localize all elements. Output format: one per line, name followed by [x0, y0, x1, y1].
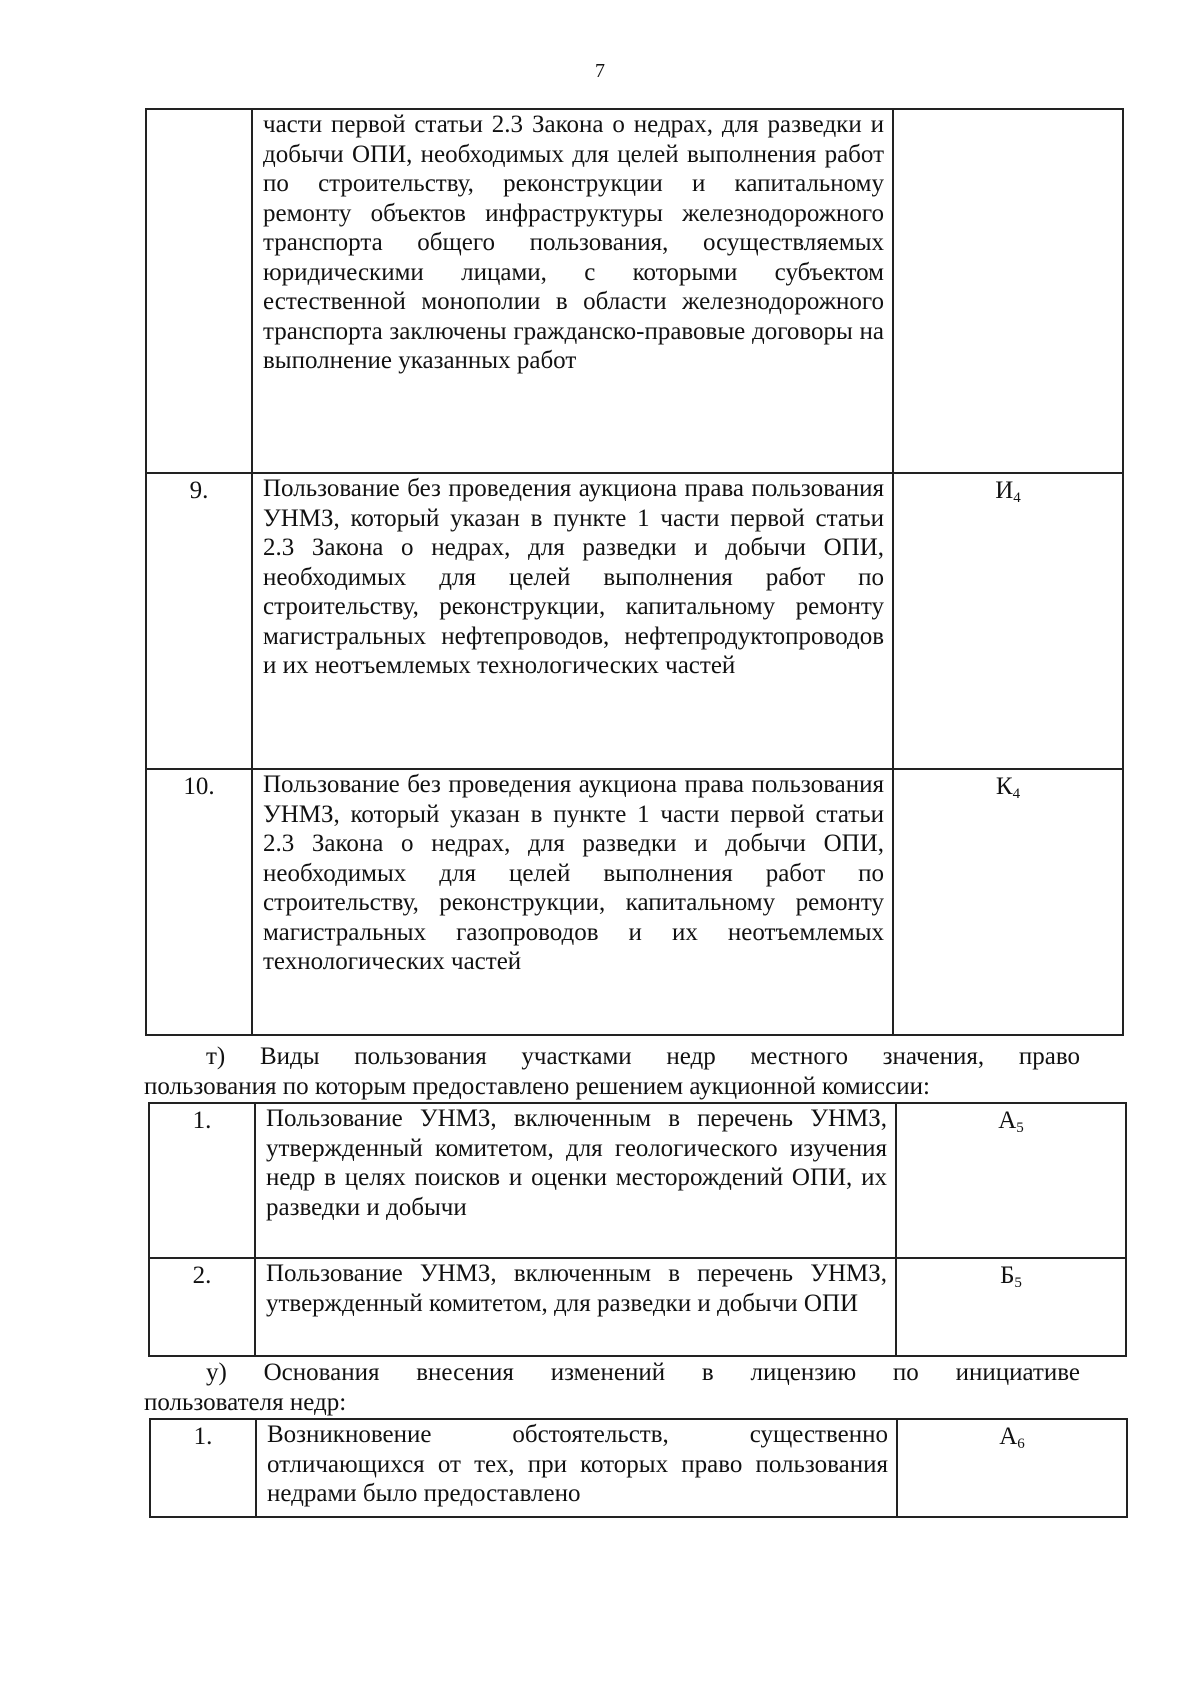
section-t-line-2: пользования по которым предоставлено решением аукционной комиссии: [144, 1073, 930, 1100]
row-number-cell: 1. [150, 1419, 256, 1517]
row-code-cell: $Б_5$ [896, 1258, 1126, 1356]
row-number-cell: 2. [149, 1258, 255, 1356]
row-code-cell: $И_4$ [893, 473, 1123, 769]
local-subsoil-use-types-table [148, 1102, 1127, 1357]
license-types-table-continued [145, 108, 1124, 1036]
row-description: Пользование УНМЗ, включенным в перечень УНМЗ, утвержденный комитетом, для разведки и добычи ОПИ [255, 1258, 896, 1356]
section-t-heading [144, 1042, 1080, 1102]
page-number: 7 [595, 60, 605, 82]
license-change-grounds-table [149, 1418, 1128, 1518]
row-code-cell: $К_4$ [893, 769, 1123, 1035]
row-code-cell: $А_6$ [897, 1419, 1127, 1517]
row-description: Пользование без проведения аукциона права пользования УНМЗ, который указан в пункте 1 части первой статьи 2.3 Закона о недрах, для разведки и добычи ОПИ, необходимых для целей выполнения работ по строительству, реконструкции, капитальному ремонту магистральных газопроводов и их неотъемлемых технологических частей [252, 769, 893, 1035]
row-code-cell [893, 109, 1123, 473]
row-description: части первой статьи 2.3 Закона о недрах, для разведки и добычи ОПИ, необходимых для целей выполнения работ по строительству, реконструкции и капитальному ремонту объектов инфраструктуры железнодорожного транспорта общего пользования, осуществляемых юридическими лицами, с которыми субъектом естественной монополии в области железнодорожного транспорта заключены гражданско-правовые договоры на выполнение указанных работ [252, 109, 893, 473]
row-number-cell: 10. [146, 769, 252, 1035]
section-u-line-2: пользователя недр: [144, 1389, 347, 1416]
row-description: Пользование без проведения аукциона права пользования УНМЗ, который указан в пункте 1 части первой статьи 2.3 Закона о недрах, для разведки и добычи ОПИ, необходимых для целей выполнения работ по строительству, реконструкции, капитальному ремонту магистральных нефтепроводов, нефтепродуктопроводов и их неотъемлемых технологических частей [252, 473, 893, 769]
row-number-cell [146, 109, 252, 473]
row-description: Возникновение обстоятельств, существенно отличающихся от тех, при которых право пользования недрами было предоставлено [256, 1419, 897, 1517]
table-row [146, 109, 1123, 473]
section-u-line-1: у) Основания внесения изменений в лицензию по инициативе [206, 1359, 1080, 1386]
table-row [149, 1103, 1126, 1258]
table-row [146, 769, 1123, 1035]
table-row [146, 473, 1123, 769]
row-description: Пользование УНМЗ, включенным в перечень УНМЗ, утвержденный комитетом, для геологического изучения недр в целях поисков и оценки месторождений ОПИ, их разведки и добычи [255, 1103, 896, 1258]
section-t-line-1: т) Виды пользования участками недр местного значения, право [206, 1043, 1080, 1070]
table-row [150, 1419, 1127, 1517]
row-code-cell: $А_5$ [896, 1103, 1126, 1258]
row-number-cell: 1. [149, 1103, 255, 1258]
table-row [149, 1258, 1126, 1356]
row-number-cell: 9. [146, 473, 252, 769]
section-u-heading [144, 1358, 1080, 1418]
